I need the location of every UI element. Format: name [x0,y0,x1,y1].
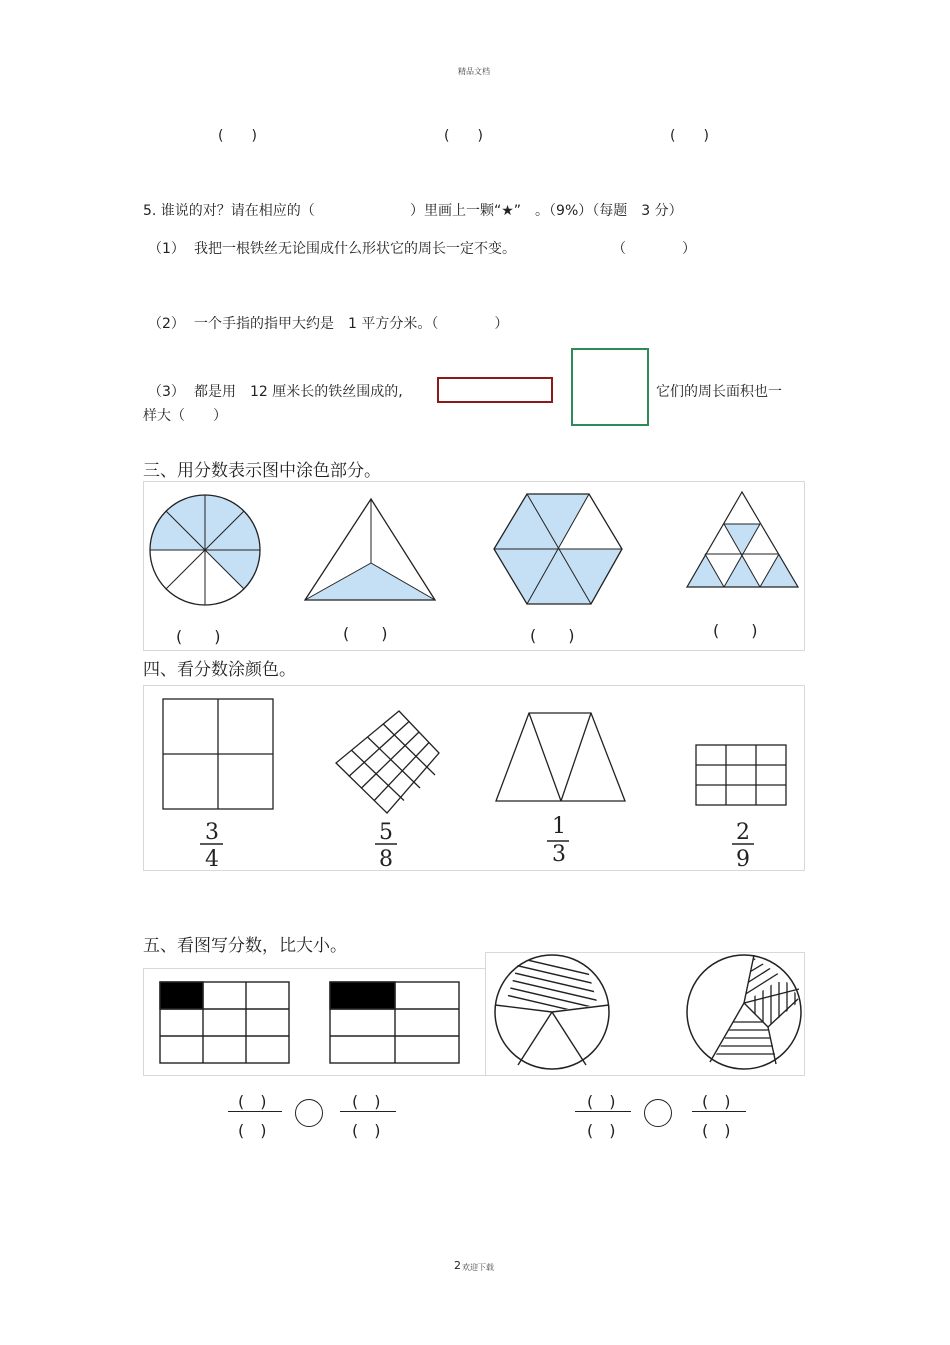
answer-blank: ( ) [343,624,388,643]
answer-blank: ( ) [238,1121,267,1140]
section4-shapes [143,685,803,869]
fraction-bar [340,1111,396,1112]
grid-2x3b-figure [330,982,459,1063]
section5-shapes [143,952,803,1077]
comparison-circle [295,1099,323,1127]
q5-item-number: （3） [148,384,185,400]
answer-blank: ( ) [218,128,257,144]
q5-item-text: 都是用 12 厘米长的铁丝围成的, [194,384,403,400]
fraction-bar [228,1111,282,1112]
green-square-shape [571,348,649,426]
q5-item-text-line2: 样大（ ） [143,408,227,424]
section3-shapes [143,481,803,649]
triangle-ninths-figure [687,492,798,587]
fraction-denominator: 8 [379,847,393,872]
q5-title-prefix: 5. 谁说的对？请在相应的（ [143,203,315,219]
hexagon-sixths-figure [494,494,622,604]
q5-item-text-after: 它们的周长面积也一 [656,384,782,400]
q5-title-suffix: ）里画上一颗“★” 。（9%）（每题 3 分） [410,203,683,219]
answer-blank: ( ) [587,1121,616,1140]
page-number: 2 [454,1259,461,1272]
answer-blank: ( ) [702,1092,731,1111]
q5-item-text: 一个手指的指甲大约是 1 平方分米。（ ） [194,316,509,332]
rectangle-ninths-figure [696,745,786,805]
answer-blank: ( ) [176,627,221,646]
section4-title: 四、看分数涂颜色。 [143,660,296,680]
q5-item-answer-blank: （ ） [612,241,696,257]
q5-item-number: （2） [148,316,185,332]
page-header: 精品文档 [458,67,490,76]
fraction-bar [692,1111,746,1112]
answer-blank: ( ) [352,1092,381,1111]
fraction-numerator: 2 [736,820,750,845]
fraction-bar [575,1111,631,1112]
fraction-numerator: 5 [379,820,393,845]
section3-title: 三、用分数表示图中涂色部分。 [143,461,381,481]
answer-blank: ( ) [444,128,483,144]
answer-blank: ( ) [352,1121,381,1140]
section5-title: 五、看图写分数，比大小。 [143,936,347,956]
fraction-numerator: 3 [205,820,219,845]
red-rectangle-shape [437,377,553,403]
fraction-denominator: 3 [552,842,566,867]
comparison-circle [644,1099,672,1127]
answer-blank: ( ) [702,1121,731,1140]
fraction-denominator: 9 [736,847,750,872]
answer-blank: ( ) [713,621,758,640]
answer-blank: ( ) [238,1092,267,1111]
circle-eighths-figure [150,495,260,605]
trapezoid-thirds-figure [496,713,625,801]
fraction-numerator: 1 [552,814,566,839]
answer-blank: ( ) [530,626,575,645]
rhombus-eighths-figure [336,711,439,813]
triangle-thirds-figure [305,499,435,600]
fraction-denominator: 4 [205,847,219,872]
circle-fifths-figure [493,952,613,1069]
page-footer: 欢迎下载 [462,1263,494,1272]
square-quarters-figure [163,699,273,809]
q5-item-text: 我把一根铁丝无论围成什么形状它的周长一定不变。 [194,241,516,257]
grid-2x3-figure [160,982,289,1063]
answer-blank: ( ) [670,128,709,144]
circle-unequal-figure [687,942,801,1069]
answer-blank: ( ) [587,1092,616,1111]
q5-item-number: （1） [148,241,185,257]
